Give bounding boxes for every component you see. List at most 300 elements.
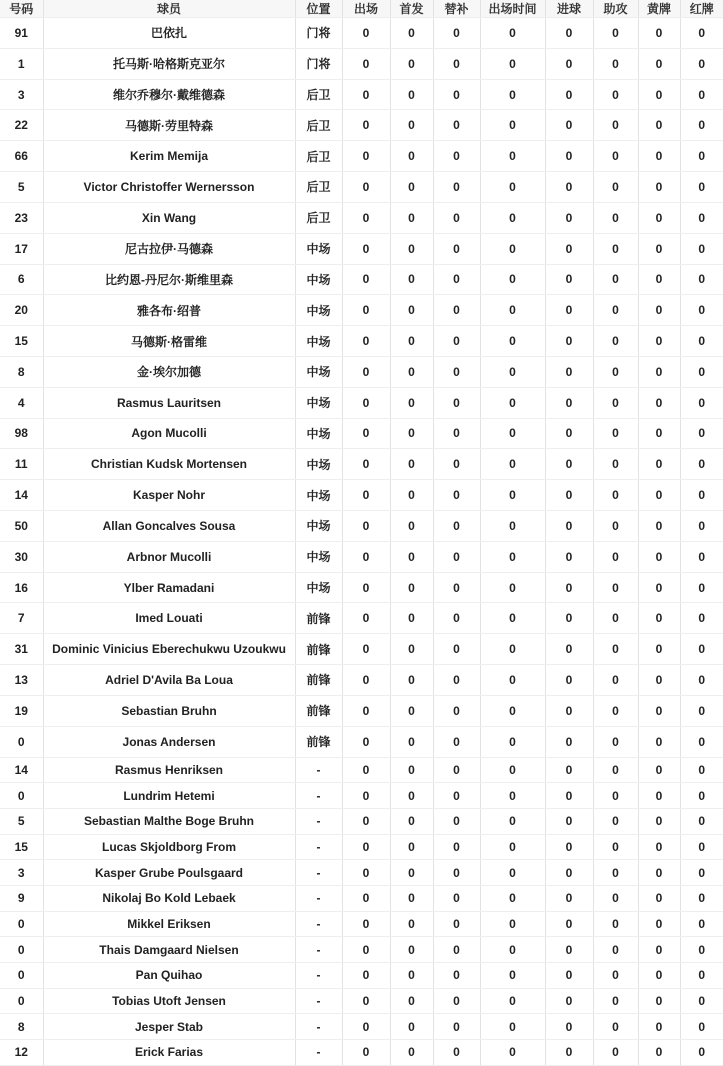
- cell-number: 31: [0, 634, 43, 665]
- cell-position: 中场: [295, 233, 342, 264]
- cell-appearances: 0: [342, 808, 390, 834]
- cell-assists: 0: [593, 808, 638, 834]
- cell-number: 16: [0, 572, 43, 603]
- cell-starts: 0: [390, 48, 433, 79]
- cell-minutes: 0: [480, 665, 545, 696]
- cell-position: 中场: [295, 480, 342, 511]
- cell-substitute: 0: [433, 808, 480, 834]
- table-row[interactable]: [0, 79, 723, 110]
- cell-player: Lucas Skjoldborg From: [43, 834, 295, 860]
- table-row[interactable]: [0, 480, 723, 511]
- cell-position: 中场: [295, 264, 342, 295]
- cell-yellow-cards: 0: [638, 18, 680, 49]
- cell-player: Arbnor Mucolli: [43, 541, 295, 572]
- cell-yellow-cards: 0: [638, 783, 680, 809]
- cell-substitute: 0: [433, 202, 480, 233]
- cell-substitute: 0: [433, 110, 480, 141]
- cell-assists: 0: [593, 962, 638, 988]
- cell-red-cards: 0: [680, 541, 723, 572]
- cell-position: -: [295, 783, 342, 809]
- cell-assists: 0: [593, 860, 638, 886]
- cell-number: 8: [0, 1014, 43, 1040]
- cell-player: Ylber Ramadani: [43, 572, 295, 603]
- table-row[interactable]: [0, 988, 723, 1014]
- cell-appearances: 0: [342, 541, 390, 572]
- table-row[interactable]: [0, 783, 723, 809]
- cell-starts: 0: [390, 1014, 433, 1040]
- cell-appearances: 0: [342, 449, 390, 480]
- cell-starts: 0: [390, 233, 433, 264]
- cell-appearances: 0: [342, 988, 390, 1014]
- cell-minutes: 0: [480, 603, 545, 634]
- cell-starts: 0: [390, 141, 433, 172]
- cell-assists: 0: [593, 326, 638, 357]
- cell-appearances: 0: [342, 326, 390, 357]
- cell-yellow-cards: 0: [638, 695, 680, 726]
- cell-player: 托马斯·哈格斯克亚尔: [43, 48, 295, 79]
- cell-starts: 0: [390, 860, 433, 886]
- col-header-assists: 助攻: [593, 0, 638, 18]
- cell-minutes: 0: [480, 541, 545, 572]
- table-row[interactable]: [0, 634, 723, 665]
- table-row[interactable]: [0, 141, 723, 172]
- cell-number: 0: [0, 911, 43, 937]
- cell-starts: 0: [390, 326, 433, 357]
- cell-goals: 0: [545, 603, 593, 634]
- cell-player: Allan Goncalves Sousa: [43, 511, 295, 542]
- cell-starts: 0: [390, 603, 433, 634]
- cell-red-cards: 0: [680, 418, 723, 449]
- cell-appearances: 0: [342, 418, 390, 449]
- cell-appearances: 0: [342, 665, 390, 696]
- cell-goals: 0: [545, 962, 593, 988]
- table-row[interactable]: [0, 834, 723, 860]
- cell-yellow-cards: 0: [638, 808, 680, 834]
- cell-substitute: 0: [433, 695, 480, 726]
- cell-player: 马德斯·格雷维: [43, 326, 295, 357]
- table-row[interactable]: [0, 603, 723, 634]
- cell-starts: 0: [390, 834, 433, 860]
- cell-minutes: 0: [480, 418, 545, 449]
- cell-appearances: 0: [342, 110, 390, 141]
- cell-red-cards: 0: [680, 202, 723, 233]
- table-row[interactable]: [0, 449, 723, 480]
- cell-minutes: 0: [480, 141, 545, 172]
- cell-substitute: 0: [433, 141, 480, 172]
- cell-goals: 0: [545, 911, 593, 937]
- cell-goals: 0: [545, 141, 593, 172]
- cell-starts: 0: [390, 885, 433, 911]
- cell-red-cards: 0: [680, 726, 723, 757]
- cell-number: 1: [0, 48, 43, 79]
- cell-position: -: [295, 860, 342, 886]
- cell-minutes: 0: [480, 860, 545, 886]
- cell-assists: 0: [593, 449, 638, 480]
- table-row[interactable]: [0, 1039, 723, 1065]
- cell-player: Kasper Nohr: [43, 480, 295, 511]
- cell-goals: 0: [545, 202, 593, 233]
- cell-appearances: 0: [342, 885, 390, 911]
- cell-red-cards: 0: [680, 233, 723, 264]
- cell-starts: 0: [390, 988, 433, 1014]
- cell-yellow-cards: 0: [638, 665, 680, 696]
- cell-number: 17: [0, 233, 43, 264]
- table-row[interactable]: [0, 665, 723, 696]
- cell-number: 91: [0, 18, 43, 49]
- cell-red-cards: 0: [680, 79, 723, 110]
- cell-assists: 0: [593, 387, 638, 418]
- table-row[interactable]: [0, 326, 723, 357]
- cell-minutes: 0: [480, 962, 545, 988]
- cell-appearances: 0: [342, 511, 390, 542]
- cell-red-cards: 0: [680, 449, 723, 480]
- cell-appearances: 0: [342, 634, 390, 665]
- cell-appearances: 0: [342, 1039, 390, 1065]
- cell-minutes: 0: [480, 511, 545, 542]
- cell-position: -: [295, 937, 342, 963]
- cell-number: 5: [0, 808, 43, 834]
- cell-assists: 0: [593, 885, 638, 911]
- table-row[interactable]: [0, 356, 723, 387]
- cell-player: 马德斯·劳里特森: [43, 110, 295, 141]
- cell-goals: 0: [545, 326, 593, 357]
- cell-yellow-cards: 0: [638, 449, 680, 480]
- cell-red-cards: 0: [680, 834, 723, 860]
- cell-player: Jonas Andersen: [43, 726, 295, 757]
- cell-yellow-cards: 0: [638, 834, 680, 860]
- cell-substitute: 0: [433, 572, 480, 603]
- cell-substitute: 0: [433, 911, 480, 937]
- cell-assists: 0: [593, 937, 638, 963]
- table-row[interactable]: [0, 860, 723, 886]
- table-row[interactable]: [0, 911, 723, 937]
- cell-number: 23: [0, 202, 43, 233]
- cell-minutes: 0: [480, 295, 545, 326]
- cell-yellow-cards: 0: [638, 1014, 680, 1040]
- cell-number: 3: [0, 860, 43, 886]
- cell-red-cards: 0: [680, 356, 723, 387]
- cell-red-cards: 0: [680, 757, 723, 783]
- cell-position: 中场: [295, 572, 342, 603]
- cell-goals: 0: [545, 511, 593, 542]
- cell-appearances: 0: [342, 233, 390, 264]
- table-row[interactable]: [0, 808, 723, 834]
- table-row[interactable]: [0, 885, 723, 911]
- table-row[interactable]: [0, 937, 723, 963]
- cell-player: Agon Mucolli: [43, 418, 295, 449]
- table-row[interactable]: [0, 233, 723, 264]
- cell-player: Pan Quihao: [43, 962, 295, 988]
- cell-minutes: 0: [480, 783, 545, 809]
- cell-yellow-cards: 0: [638, 1039, 680, 1065]
- cell-position: 前锋: [295, 634, 342, 665]
- cell-yellow-cards: 0: [638, 511, 680, 542]
- cell-player: Adriel D'Avila Ba Loua: [43, 665, 295, 696]
- cell-player: Sebastian Bruhn: [43, 695, 295, 726]
- table-row[interactable]: [0, 418, 723, 449]
- table-row[interactable]: [0, 541, 723, 572]
- cell-red-cards: 0: [680, 387, 723, 418]
- header-row: [0, 0, 723, 18]
- cell-number: 15: [0, 326, 43, 357]
- cell-number: 20: [0, 295, 43, 326]
- table-row[interactable]: [0, 511, 723, 542]
- cell-number: 7: [0, 603, 43, 634]
- cell-goals: 0: [545, 79, 593, 110]
- cell-yellow-cards: 0: [638, 480, 680, 511]
- cell-substitute: 0: [433, 634, 480, 665]
- cell-appearances: 0: [342, 79, 390, 110]
- cell-goals: 0: [545, 541, 593, 572]
- cell-assists: 0: [593, 233, 638, 264]
- cell-substitute: 0: [433, 541, 480, 572]
- cell-red-cards: 0: [680, 988, 723, 1014]
- cell-yellow-cards: 0: [638, 937, 680, 963]
- cell-number: 0: [0, 937, 43, 963]
- cell-red-cards: 0: [680, 172, 723, 203]
- cell-assists: 0: [593, 79, 638, 110]
- table-row[interactable]: [0, 264, 723, 295]
- cell-assists: 0: [593, 634, 638, 665]
- cell-appearances: 0: [342, 603, 390, 634]
- cell-assists: 0: [593, 911, 638, 937]
- col-header-appearances: 出场: [342, 0, 390, 18]
- cell-minutes: 0: [480, 834, 545, 860]
- cell-red-cards: 0: [680, 511, 723, 542]
- cell-position: 门将: [295, 18, 342, 49]
- cell-player: Imed Louati: [43, 603, 295, 634]
- cell-starts: 0: [390, 572, 433, 603]
- cell-red-cards: 0: [680, 48, 723, 79]
- table-row[interactable]: [0, 202, 723, 233]
- cell-number: 14: [0, 757, 43, 783]
- cell-red-cards: 0: [680, 603, 723, 634]
- cell-substitute: 0: [433, 418, 480, 449]
- cell-minutes: 0: [480, 911, 545, 937]
- table-row[interactable]: [0, 572, 723, 603]
- cell-assists: 0: [593, 295, 638, 326]
- cell-number: 19: [0, 695, 43, 726]
- cell-assists: 0: [593, 726, 638, 757]
- cell-position: 中场: [295, 511, 342, 542]
- cell-starts: 0: [390, 480, 433, 511]
- cell-substitute: 0: [433, 603, 480, 634]
- table-row[interactable]: [0, 110, 723, 141]
- cell-yellow-cards: 0: [638, 418, 680, 449]
- cell-yellow-cards: 0: [638, 603, 680, 634]
- cell-starts: 0: [390, 808, 433, 834]
- cell-goals: 0: [545, 233, 593, 264]
- cell-substitute: 0: [433, 480, 480, 511]
- cell-player: 维尔乔穆尔·戴维德森: [43, 79, 295, 110]
- cell-yellow-cards: 0: [638, 141, 680, 172]
- cell-starts: 0: [390, 202, 433, 233]
- cell-position: 后卫: [295, 110, 342, 141]
- table-header: [0, 0, 723, 18]
- cell-yellow-cards: 0: [638, 634, 680, 665]
- cell-yellow-cards: 0: [638, 962, 680, 988]
- cell-red-cards: 0: [680, 18, 723, 49]
- cell-assists: 0: [593, 141, 638, 172]
- cell-substitute: 0: [433, 962, 480, 988]
- cell-yellow-cards: 0: [638, 757, 680, 783]
- table-row[interactable]: [0, 18, 723, 49]
- cell-substitute: 0: [433, 937, 480, 963]
- cell-starts: 0: [390, 79, 433, 110]
- cell-player: Kasper Grube Poulsgaard: [43, 860, 295, 886]
- cell-number: 66: [0, 141, 43, 172]
- cell-goals: 0: [545, 264, 593, 295]
- cell-minutes: 0: [480, 757, 545, 783]
- cell-appearances: 0: [342, 48, 390, 79]
- cell-appearances: 0: [342, 18, 390, 49]
- cell-position: 前锋: [295, 726, 342, 757]
- table-row[interactable]: [0, 757, 723, 783]
- cell-starts: 0: [390, 387, 433, 418]
- table-row[interactable]: [0, 295, 723, 326]
- cell-starts: 0: [390, 757, 433, 783]
- cell-starts: 0: [390, 172, 433, 203]
- col-header-minutes: 出场时间: [480, 0, 545, 18]
- cell-goals: 0: [545, 834, 593, 860]
- col-header-yellow-cards: 黄牌: [638, 0, 680, 18]
- cell-position: 中场: [295, 449, 342, 480]
- cell-position: 中场: [295, 418, 342, 449]
- cell-assists: 0: [593, 172, 638, 203]
- cell-minutes: 0: [480, 1039, 545, 1065]
- cell-player: Jesper Stab: [43, 1014, 295, 1040]
- cell-substitute: 0: [433, 172, 480, 203]
- cell-appearances: 0: [342, 387, 390, 418]
- cell-starts: 0: [390, 18, 433, 49]
- cell-minutes: 0: [480, 233, 545, 264]
- cell-minutes: 0: [480, 264, 545, 295]
- cell-appearances: 0: [342, 783, 390, 809]
- cell-assists: 0: [593, 48, 638, 79]
- cell-number: 0: [0, 726, 43, 757]
- cell-minutes: 0: [480, 988, 545, 1014]
- cell-position: 中场: [295, 295, 342, 326]
- cell-appearances: 0: [342, 834, 390, 860]
- cell-number: 11: [0, 449, 43, 480]
- cell-minutes: 0: [480, 885, 545, 911]
- cell-substitute: 0: [433, 264, 480, 295]
- cell-player: Christian Kudsk Mortensen: [43, 449, 295, 480]
- cell-goals: 0: [545, 665, 593, 696]
- cell-minutes: 0: [480, 1014, 545, 1040]
- cell-number: 22: [0, 110, 43, 141]
- cell-substitute: 0: [433, 356, 480, 387]
- cell-yellow-cards: 0: [638, 110, 680, 141]
- cell-position: -: [295, 834, 342, 860]
- cell-assists: 0: [593, 264, 638, 295]
- table-row[interactable]: [0, 172, 723, 203]
- cell-appearances: 0: [342, 695, 390, 726]
- table-row[interactable]: [0, 726, 723, 757]
- cell-position: -: [295, 885, 342, 911]
- cell-substitute: 0: [433, 449, 480, 480]
- table-row[interactable]: [0, 1014, 723, 1040]
- cell-goals: 0: [545, 480, 593, 511]
- cell-substitute: 0: [433, 48, 480, 79]
- cell-position: -: [295, 757, 342, 783]
- cell-red-cards: 0: [680, 808, 723, 834]
- col-header-position: 位置: [295, 0, 342, 18]
- cell-starts: 0: [390, 937, 433, 963]
- cell-player: Rasmus Henriksen: [43, 757, 295, 783]
- table-row[interactable]: [0, 695, 723, 726]
- cell-number: 0: [0, 962, 43, 988]
- cell-goals: 0: [545, 634, 593, 665]
- cell-starts: 0: [390, 911, 433, 937]
- cell-minutes: 0: [480, 326, 545, 357]
- cell-goals: 0: [545, 726, 593, 757]
- cell-player: Mikkel Eriksen: [43, 911, 295, 937]
- cell-number: 12: [0, 1039, 43, 1065]
- table-row[interactable]: [0, 48, 723, 79]
- cell-appearances: 0: [342, 911, 390, 937]
- cell-position: 中场: [295, 326, 342, 357]
- cell-goals: 0: [545, 1014, 593, 1040]
- cell-assists: 0: [593, 757, 638, 783]
- cell-starts: 0: [390, 665, 433, 696]
- cell-appearances: 0: [342, 962, 390, 988]
- cell-position: 后卫: [295, 172, 342, 203]
- cell-goals: 0: [545, 48, 593, 79]
- cell-goals: 0: [545, 449, 593, 480]
- cell-goals: 0: [545, 295, 593, 326]
- col-header-number: 号码: [0, 0, 43, 18]
- cell-assists: 0: [593, 18, 638, 49]
- cell-goals: 0: [545, 937, 593, 963]
- cell-minutes: 0: [480, 110, 545, 141]
- col-header-substitute: 替补: [433, 0, 480, 18]
- table-row[interactable]: [0, 387, 723, 418]
- cell-goals: 0: [545, 356, 593, 387]
- cell-substitute: 0: [433, 860, 480, 886]
- cell-goals: 0: [545, 172, 593, 203]
- cell-red-cards: 0: [680, 911, 723, 937]
- cell-goals: 0: [545, 1039, 593, 1065]
- cell-position: 前锋: [295, 603, 342, 634]
- cell-starts: 0: [390, 511, 433, 542]
- cell-player: 比约恩-丹尼尔·斯维里森: [43, 264, 295, 295]
- cell-assists: 0: [593, 988, 638, 1014]
- col-header-red-cards: 红牌: [680, 0, 723, 18]
- cell-substitute: 0: [433, 885, 480, 911]
- cell-yellow-cards: 0: [638, 572, 680, 603]
- cell-minutes: 0: [480, 18, 545, 49]
- cell-minutes: 0: [480, 480, 545, 511]
- cell-number: 0: [0, 988, 43, 1014]
- cell-yellow-cards: 0: [638, 326, 680, 357]
- cell-assists: 0: [593, 695, 638, 726]
- cell-appearances: 0: [342, 860, 390, 886]
- cell-red-cards: 0: [680, 326, 723, 357]
- cell-appearances: 0: [342, 356, 390, 387]
- table-row[interactable]: [0, 962, 723, 988]
- cell-red-cards: 0: [680, 634, 723, 665]
- cell-starts: 0: [390, 295, 433, 326]
- cell-assists: 0: [593, 480, 638, 511]
- cell-position: 中场: [295, 387, 342, 418]
- cell-position: 后卫: [295, 141, 342, 172]
- cell-number: 0: [0, 783, 43, 809]
- cell-number: 4: [0, 387, 43, 418]
- cell-goals: 0: [545, 860, 593, 886]
- cell-starts: 0: [390, 356, 433, 387]
- cell-minutes: 0: [480, 79, 545, 110]
